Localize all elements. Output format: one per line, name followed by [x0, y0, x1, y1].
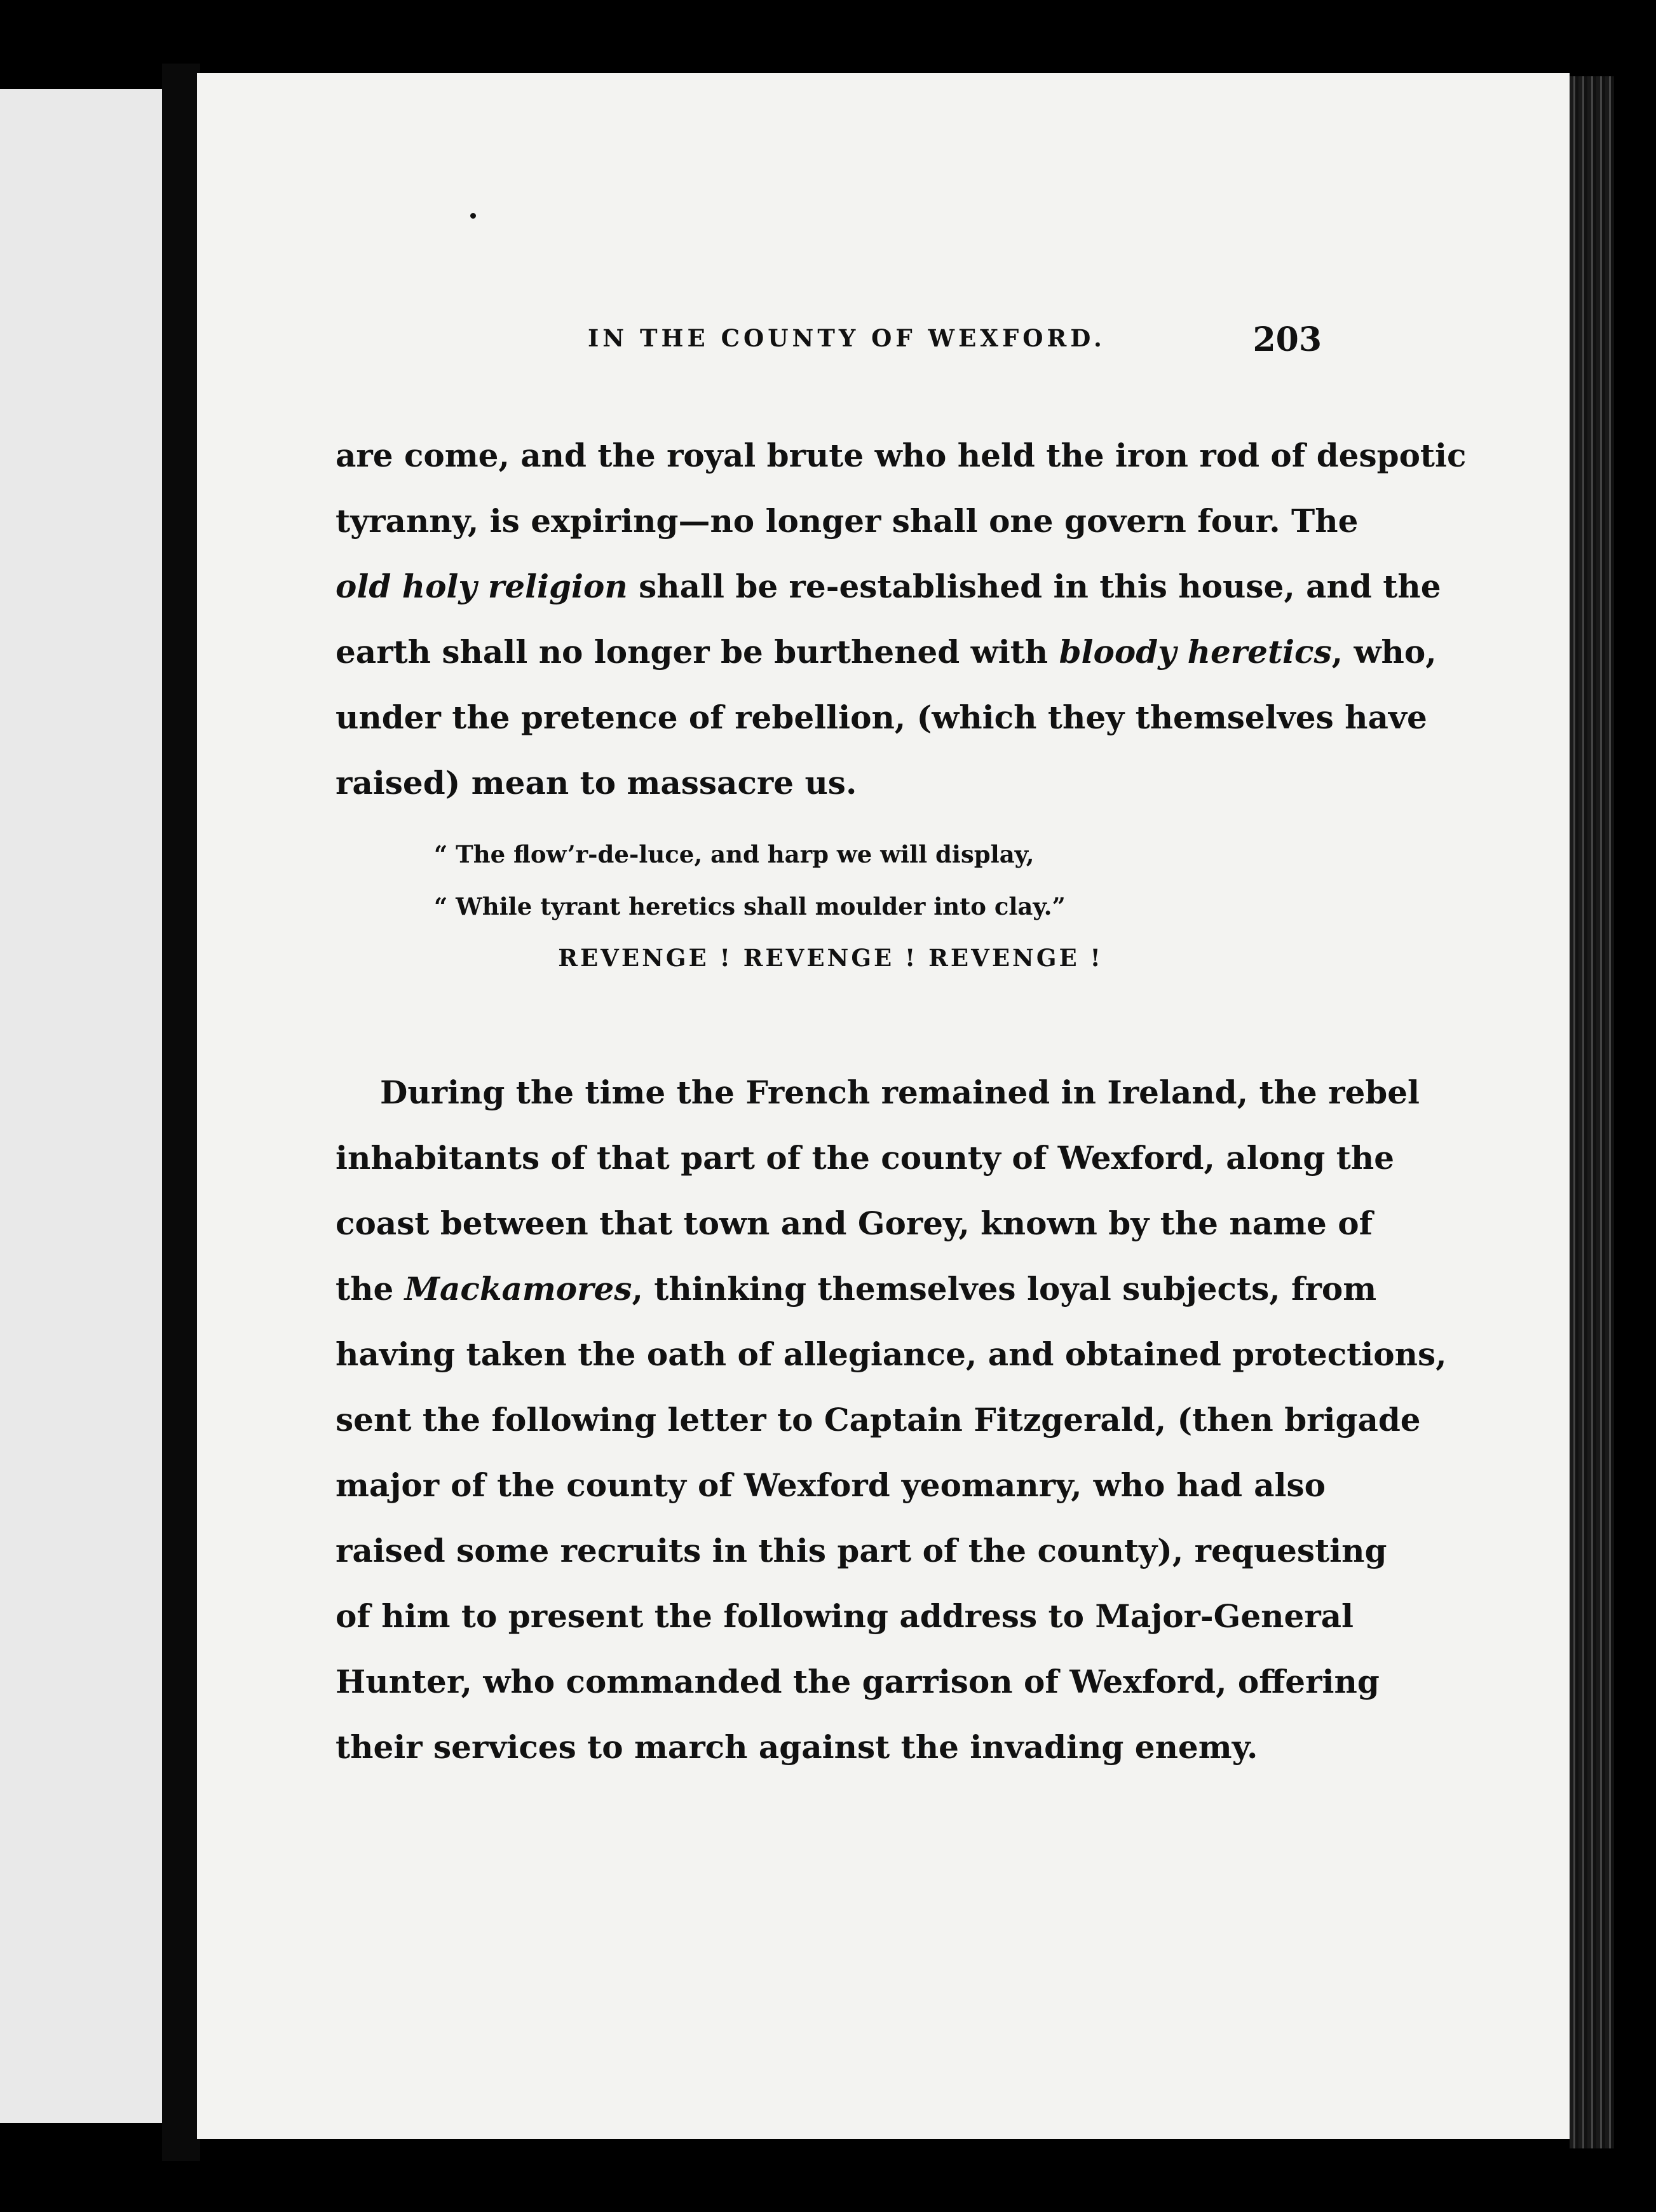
text-line: Hunter, who commanded the garrison of Wexford, offering — [336, 1663, 1380, 1700]
text-line: the Mackamores, thinking themselves loyal subjects, from — [336, 1270, 1377, 1307]
italic-phrase: old holy religion — [336, 568, 628, 605]
page-header — [330, 320, 1322, 369]
text-line: tyranny, is expiring—no longer shall one govern four. The — [336, 502, 1359, 540]
text-line: earth shall no longer be burthened with bloody heretics, who, — [336, 633, 1437, 671]
verse-line: “ While tyrant heretics shall moulder into clay.” — [434, 892, 1066, 920]
italic-phrase: Mackamores — [404, 1270, 632, 1307]
text-line: raised some recruits in this part of the county), requesting — [336, 1532, 1387, 1569]
page-edges — [1570, 76, 1614, 2148]
text-line: old holy religion shall be re-established in this house, and the — [336, 568, 1441, 605]
text-line: raised) mean to massacre us. — [336, 764, 857, 802]
left-facing-page — [0, 89, 162, 2123]
text-line: under the pretence of rebellion, (which they themselves have — [336, 699, 1427, 736]
page-number: 203 — [1252, 320, 1322, 359]
revenge-heading: REVENGE ! REVENGE ! REVENGE ! — [558, 944, 1103, 972]
verse — [336, 828, 1326, 932]
text-line: sent the following letter to Captain Fitzgerald, (then brigade — [336, 1401, 1421, 1438]
running-title: IN THE COUNTY OF WEXFORD. — [588, 324, 1106, 352]
text-line: their services to march against the invading enemy. — [336, 1728, 1258, 1766]
text-line: are come, and the royal brute who held the iron rod of despotic — [336, 437, 1467, 474]
text-line: of him to present the following address to Major-General — [336, 1597, 1354, 1635]
verse-line: “ The flow’r-de-luce, and harp we will display, — [434, 840, 1035, 868]
text-line: inhabitants of that part of the county of Wexford, along the — [336, 1139, 1395, 1177]
italic-phrase: bloody heretics — [1059, 633, 1332, 671]
book-gutter — [162, 64, 200, 2161]
text-line: During the time the French remained in Ireland, the rebel — [380, 1074, 1420, 1111]
ink-speck — [470, 213, 476, 219]
text-line: major of the county of Wexford yeomanry, who had also — [336, 1466, 1326, 1504]
text-line: coast between that town and Gorey, known by the name of — [336, 1205, 1373, 1242]
text-line: having taken the oath of allegiance, and obtained protections, — [336, 1335, 1447, 1373]
body-text — [336, 423, 1467, 1780]
